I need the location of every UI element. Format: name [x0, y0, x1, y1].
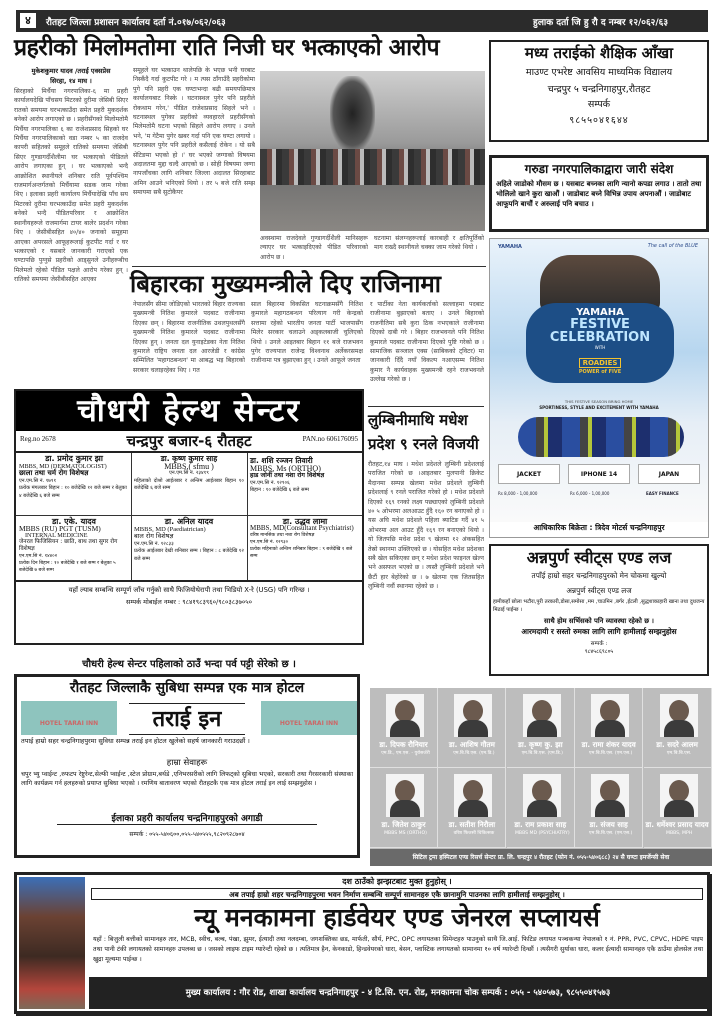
doctor-grid	[16, 451, 362, 582]
doctor-degree: MBBS (RU) PGT (TUSM)	[19, 524, 101, 533]
hospital-doctor-name: डा. कृष्ण कु. झा	[518, 740, 563, 749]
hotel-location: ईलाका प्रहरी कार्यालय चन्द्रनिगाहपुरको अगाडी	[57, 811, 317, 825]
doctor-photo	[454, 774, 492, 817]
doctor-name: डा. शशि रञ्जन तिवारी	[250, 456, 313, 465]
doctor-schedule: प्रत्येक आईतबार देखी शनिबार सम्म । बिहान : ८ बजेदेखि १२ बजे सम्म	[134, 548, 244, 562]
doctor-photo	[454, 694, 492, 737]
school-phone[interactable]: ९८५५०४१६४४	[569, 115, 629, 126]
doctor-schedule: महिलाको दोश्रो आईतबार र अन्तिम आईतबार बिहान १० बजेदेखि ६ बजे सम्म	[134, 477, 244, 491]
doctor-card	[134, 455, 244, 493]
lodge-menu: हामीकहाँ छोला भटौरा,पुरी तरकारी,डोसा,समोसा ,मम ,चाउमिन ,बर्गर ,ईटली ,सुद्धशाकाहारी खाना तथा दुधजन्य मिठाई पाईन्छ ।	[493, 599, 705, 613]
doctor-photo	[660, 774, 698, 817]
registration-left: रौतहट जिल्ला प्रशासन कार्यालय दर्ता नं.०१७/०६२/०६३	[46, 18, 226, 28]
hotel-services-title: हाम्रा सेवाहरू	[166, 758, 208, 768]
school-contact-label: सम्पर्क	[587, 99, 611, 110]
hotel-intro: तपाई हाम्रो सहर चन्द्रनिगाहपुरमा सुविधा सम्पन्न तराई इन होटल खुलेको सहर्ष जानकारी गराउदछौं ।	[21, 737, 250, 745]
story1-byline	[14, 66, 128, 86]
divider	[132, 266, 486, 267]
festive-celebration-badge	[526, 303, 674, 383]
doctor-name: डा. अनिल यादव	[164, 517, 214, 526]
doctor-card	[250, 457, 360, 495]
easy-finance: EASY FINANCE	[646, 491, 679, 496]
hospital-doctor-name: डा. सतीश निरौला	[448, 820, 496, 829]
doctor-photo	[386, 774, 424, 817]
health-mobile[interactable]: सम्पर्क मोबाईल नम्बर : ९८४१९८३९६०/९८०३८३७०५०	[125, 598, 253, 606]
lodge-line-4: आरमदायी र सस्तो रुमका लागि लागि हामीलाई सम्झनुहोस	[521, 627, 677, 636]
hospital-doctor-card	[575, 768, 643, 848]
yamaha-title: YAMAHA	[576, 307, 624, 318]
story3-body: रौतहट,१४ माघ । मधेश प्रदेशले लुम्बिनी प्रदेशलाई पराजित गरेको छ ।आइतबार मुलपानी क्रिकेट मैदानमा सम्पन्न खेलमा मधेश प्रदेशले लुम्बिनी प्रदेशलाई ९ रनले पराजित गरेको हो । मधेश प्रदेशले दिएको १६९ रनको लक्ष्य पछ्याएको लुम्बिनी प्रदेशले ४० ५ ओभरमा अलआउट हुँदै १६० रन बनाएको हो । यस अघि मधेश प्रदेशले पहिला ब्याटिङ गर्दै ४१ ५ ओभरमा अल आउट हुँदै १६९ रन बनाएको थियो । यो जितपछि मधेश प्रदेश ९ खेलमा १२ अंकसहित तेस्रो स्थानमा उक्लिएको छ । योसहित मधेश प्रदेशका सबै खेल सकिएका छन् र मधेश प्रदेश फाइनल खेल्न भने असफल भएको छ । त्यस्तै लुम्बिनी प्रदेशले भने छैटौं हार बेहोरेको छ । ७ खेलमा एक जितसहित लुम्बिनी नवौं स्थानमा रहेको छ ।	[368, 461, 484, 591]
hotel-services: चपुर भ्यु प्वाईन्ट ,रुफटप रेष्टुरेन्ट,सेल्फी प्वाईन्ट ,स्टेज प्रोग्राम,बर्थडे ,एनिभरसरीको लागि लिफट्को सुबिधा भएको, सरकारी तथा गैरसरकारी संस्थाका लागि कार्यक्रम गर्न हलहरुको प्रयाप्त सुबिधा भएको । रमणिय बातावरण भएको रौतहटकै एक मात्र होटल तराई इन लाई सम्झनुहोस ।	[21, 771, 353, 788]
hospital-doctor-card	[507, 768, 575, 848]
crowd-shape	[260, 149, 485, 185]
school-name: माउण्ट एभरेष्ट आवसिय माध्यमिक विद्यालय	[525, 67, 673, 78]
doctor-specialty: हाड जोर्नी तथा नशा रोग विशेषज्ञ	[250, 472, 325, 479]
doctor-degree: MBBS,( sfmu )	[164, 461, 214, 471]
doctor-degree: MBBS, MD (Paediatrician)	[134, 525, 206, 533]
doctor-degree: MBBS, Ms (ORTHO)	[250, 463, 321, 473]
doctor-nmc: एन.एम.सि नं. १२९३०	[250, 540, 289, 545]
hospital-doctor-qualification: एम.बि.बि.एस. (एम.डि.)	[453, 751, 495, 756]
hospital-doctor-card	[507, 688, 575, 768]
garuda-notice-title: गरुडा नगरपालिकाद्वारा जारी संदेश	[524, 162, 674, 176]
hospital-doctor-qualification: एम.बि.बि.एस. (एम.एस.)	[589, 751, 633, 756]
hotel-logo-right: HOTEL TARAI INN	[261, 701, 357, 735]
doctor-name: डा. प्रमोद कुमार झा	[45, 454, 103, 463]
hospital-doctor-qualification: MBBS MD (PSYCHIATRY)	[514, 831, 570, 836]
hotel-logo-left: HOTEL TARAI INN	[21, 701, 117, 735]
hospital-doctor-name: डा. जितेश ठाकुर	[381, 820, 426, 829]
celebration-text: CELEBRATION	[549, 330, 651, 345]
health-services: यहाँ ल्याब सम्बन्धि सम्पूर्ण जाँच गर्नुको साथै फिजियोथेरापी तथा भिडियो X-रे (USG) पनि गरिन्छ ।	[68, 586, 310, 594]
hotel-tagline: रौतहट जिल्लाकै सुबिधा सम्पन्न एक मात्र होटल	[69, 680, 305, 696]
hotel-advertisement[interactable]	[14, 674, 360, 858]
garuda-notice	[489, 155, 709, 232]
hospital-doctor-card	[575, 688, 643, 768]
hospital-doctor-qualification: एम.बि.बि.एस. (एम.डि.)	[521, 751, 563, 756]
doctor-card	[250, 518, 360, 560]
hospital-doctor-card	[370, 768, 438, 848]
hospital-doctor-qualification: वरिष्ठ फिजसी चिकित्सक	[453, 831, 495, 836]
health-center-advertisement[interactable]	[14, 389, 364, 645]
hardware-advertisement[interactable]	[14, 872, 710, 1014]
prize-japan: JAPAN	[638, 464, 700, 484]
yamaha-ad-image	[490, 239, 708, 522]
doctor-photo	[660, 694, 698, 737]
garuda-notice-body: अहिले जाडोको मौसम छ । यसबाट बच्नका लागि न्यानो कपडा लगाउ । तातो तथा भोलिलो खाने कुरा खाऔं । जाडोबाट बच्ने विभिन्न उपाय अपनाऔं । जाडोबाट आफूपनि बाचौं र अरुलाई पनि बचाउ ।	[496, 180, 702, 208]
doctor-name: डा. उद्धव लामा	[282, 517, 328, 526]
doctor-schedule: प्रत्येक महिनाको अन्तिम शनिबार बिहान : ९ बजेदेखि १ बजे सम्म	[250, 547, 353, 559]
hospital-doctor-qualification: एम.डि., एम.एस. - युरोसर्जरी	[381, 751, 430, 756]
hospital-doctor-card	[370, 688, 438, 768]
lodge-contact-label: सम्पर्क :	[590, 641, 608, 647]
doctor-schedule: बिहान : १० बजेदेखि ६ बजे सम्म	[250, 487, 309, 493]
hardware-title: न्यू मनकामना हार्डवेयर एण्ड जेनरल सप्लायर्स	[194, 903, 600, 932]
story1-caption-1: अवस्थामा राजदेवले गुण्डागर्दीशैली मानिसहरू ल्याएर घर भत्काइदिएको पीडित परिवारको आरोप छ ।	[260, 235, 368, 261]
smoke-shape	[330, 76, 375, 151]
doctor-nmc: एन.एम.सि नं. १४४०२	[19, 554, 58, 559]
doctor-degree: MBBS, MD (DERMATOLOGIST)	[19, 462, 107, 470]
hospital-doctor-grid	[370, 688, 712, 848]
yamaha-tagline: The call of the BLUE	[647, 243, 698, 249]
story2-headline[interactable]: बिहारका मुख्यमन्त्रीले दिए राजिनामा	[130, 270, 442, 298]
doctor-photo	[591, 774, 629, 817]
doctor-photo	[591, 694, 629, 737]
lodge-title: अन्नपुर्ण स्वीट्स एण्ड लज	[526, 548, 672, 567]
hardware-line-2: अब तपाई हाम्रो शहर चन्द्रनिगाहपुरमा भवन निर्माण सम्बन्धि सम्पूर्ण सामानहरु एकै छानामुनि पाउनका लागि हामीलाई सम्झनुहोस् ।	[91, 888, 703, 900]
roadies-logo: ROADIES	[579, 358, 622, 368]
doctor-card	[19, 518, 129, 574]
story1-headline[interactable]: प्रहरीको मिलोमतोमा राति निजी घर भत्काएको आरोप	[14, 35, 440, 61]
doctor-nmc: एन.एम.सि नं. १२८३३	[134, 540, 174, 547]
page-header	[16, 10, 708, 32]
doctor-specialty: बाल रोग विशेषज्ञ	[134, 532, 174, 540]
doctor-nmc: एन.एम.सि नं. १७९१	[19, 477, 57, 484]
doctor-name: डा. एके. यादव	[52, 517, 96, 526]
hospital-doctor-name: डा. राम प्रकाश साह	[514, 820, 567, 829]
motorcycle-lineup	[518, 417, 684, 457]
story2-column-3: र पार्टीका नेता कार्यकर्ताको सल्लाहमा पदबाट राजीनामा बुझाएको बताए । उनले बिहारको राजनीतिमा सबै कुरा ठिक नभएकाले राजीनामा दिएको दाबी गरे । बिहार राजभवनले पनि नितिश कुमारले पदबाट राजीनामा दिएको पुष्टि गरेको छ । सामाजिक सञ्जाल एक्स (साबिकको ट्विटर) मा जानकारी दिँदै नयाँ विकल्प नआएसम्म नितिश कुमार नै कार्यवाहक मुख्यमन्त्री रहने राजभवनले उल्लेख गरेको छ ।	[370, 301, 484, 384]
doctor-photo	[523, 694, 561, 737]
doctor-name: डा. कृष्ण कुमार साह	[160, 454, 218, 463]
health-center-address: चन्द्रपुर बजार-६ रौतहट	[126, 432, 252, 450]
doctor-degree-2: INTERNAL MEDICINE	[25, 532, 88, 539]
doctor-specialty: छाला तथा चर्म रोग विशेषज्ञ	[19, 469, 89, 477]
doctor-card	[134, 518, 244, 563]
hospital-doctor-card	[438, 688, 506, 768]
temple-photo	[19, 877, 85, 1009]
hospital-doctor-name: डा. रामा शंकर यादव	[581, 740, 636, 749]
hardware-line-1: दश ठाउँको झन्झटबाट मुक्त हुनुहोस् ।	[342, 877, 452, 886]
hospital-doctor-name: डा. संजय साह	[589, 820, 628, 829]
hospital-doctor-qualification: MBBS MS (ORTHO)	[384, 831, 427, 836]
story2-column-1: नेपालसँग सीमा जोडिएको भारतको बिहार राज्यका मुख्यमन्त्री नितिश कुमारले पदबाट राजीनामा दिएका छन् । बिहारमा राजनीतिक उथलपुथलसँगै मुख्यमन्त्री नितिश कुमारले पदबाट राजीनामा दिएका हुन् । जनता दल युनाइटेडका नेता नितिश कुमारले राष्ट्रिय जनता दल आरजेडी र कांग्रेस सम्मिलित 'महागठबन्धन' मा आबद्ध भइ बिहारको सरकार चलाइरहेका थिए । गत	[133, 301, 245, 374]
doctor-degree: MBBS, MD(Consultant Psychiatrist)	[250, 524, 354, 532]
yamaha-logo: YAMAHA	[498, 244, 522, 250]
hospital-doctor-card	[644, 688, 712, 768]
lodge-line-2: अन्नपुर्ण स्वीट्स एण्ड लज	[566, 586, 632, 595]
hospital-advertisement[interactable]	[370, 688, 712, 866]
doctor-nmc: एन.एम.सि नं. २३४१९	[169, 470, 209, 476]
doctor-card	[19, 455, 129, 500]
hospital-doctor-card	[644, 768, 712, 848]
doctor-schedule: प्रत्येक मंगलबार बिहान : १० बजेदेखि १२ बजे सम्म र बेलुका ४ बजेदेखि ६ बजे सम्म	[19, 485, 127, 499]
lodge-line-3: साथै होम सर्भिसको पनि व्यावस्था रहेको छ ।	[544, 617, 654, 625]
festive-text: FESTIVE	[570, 317, 630, 332]
doctor-specialty: वरिष्ठ मानसिक तथा नशा रोग विशेषज्ञ	[250, 533, 315, 538]
yamaha-dealer: आधिकारिक बिक्रेता : त्रिदेव मोटर्स चन्द्रनिगाहपुर	[533, 523, 665, 532]
prize-iphone: IPHONE 14	[568, 464, 630, 484]
story1-protest-photo	[260, 71, 485, 231]
cash-offer-1: Rs 8,000 - 1,00,000	[498, 491, 538, 496]
yamaha-sub-2: SPORTINESS, STYLE AND EXCITEMENT WITH YAMAHA	[539, 405, 659, 410]
health-center-title: चौधरी हेल्थ सेन्टर	[16, 391, 362, 431]
cash-offer-2: Rs 6,000 - 1,00,000	[570, 491, 610, 496]
school-advertisement[interactable]	[489, 40, 709, 142]
lodge-advertisement[interactable]	[489, 544, 709, 676]
hospital-doctor-name: डा. दिपक रौनियार	[379, 740, 428, 749]
story1-column-1: सिरहाको मिर्चैया नगरपालिका-६ मा प्रहरी कार्यालयदेखि पाँचसय मिटरको दुरीमा जेसिबी सिएर रातको समयमा घरभत्काउँदा समेत प्रहरी मुकदर्शक बनेको आरोप लगाएको छ । प्रहरीसँगको मिलोमतोमै मिर्चैया नगरपालिका ६ का राजेशप्रसाद सिहको घर मिर्चैया नगरपालिकाको वडा नम्बर ५ का राजदेव कापरी सहितको समूहले रातिको समयमा जेसिबी सिएर गुण्डागर्दीशैलीमा घर भत्काएको पीडितले आरोप लगाएका हुन् । घर भत्काएको भन्दै आक्रोशित स्थानीयले शनिबार राति पूर्वपश्चिम राजमार्गअन्तर्गतको मिर्चैयामा सडक जाम गरेका थिए । इलाका प्रहरी कार्यालय मिर्चैयादेखि पाँच सय मिटरको दुरीमा घरभत्काउँदा समेत प्रहरी मुकदर्शक बनेको भन्दै पीडितपरिवार र आक्रोशित स्थानीयहरूले राजमार्गमा टायर बालेर प्रदर्शन गरेका थिए । जेसीबीसहित ४०/४० जनाको समूहमा आएका अपरसले आफूहरूलाई कुटपीट गर्दा र घर भत्काएको र यसबारे जानकारी गराएको एक घण्टापछि पुग्नुसे प्रहरीको आड्सुनले उनीहरूबीच मिलेमतो रहेको पीडित पक्षले आरोप गरेका हुन् । रातिको समयमा जेसीबीसहित आएका	[14, 88, 128, 284]
registration-number: Reg.no 2678	[20, 435, 56, 443]
story1-caption-2: घटनामा संलग्नहरूलाई कारबाही र क्षतिपूर्तिको माग राख्दै स्थानीयले चक्का जाम गरेको थियो ।	[374, 235, 484, 252]
school-address: चन्द्रपुर ५ चन्द्रनिगाहपुर,रौतहट	[547, 84, 651, 95]
doctor-schedule: प्रत्येक दिन बिहान : १० बजेदेखि १ बजे सम्म र बेलुका ५ बजेदेखि ७ बजे सम्म	[19, 561, 116, 573]
yamaha-sub-1: THIS FESTIVE SEASON BRING HOME	[564, 399, 634, 404]
doctor-nmc: एन.एम.सि नं. १२९०६	[250, 479, 290, 486]
hospital-doctor-qualification: MBBS, MPH	[665, 831, 693, 836]
hospital-doctor-name: डा. धर्मेश्वर प्रसाद यादव	[645, 820, 709, 829]
hospital-doctor-qualification: एम.बि.बि.एस.	[666, 751, 692, 756]
doctor-photo	[386, 694, 424, 737]
story2-column-2: साल बिहारमा विकसित घटनाक्रमसँगै नितिश कुमारले महागठबन्धन परित्याग गरी केन्द्रको सत्तामा रहेको भारतीय जनता पार्टी भाजपासँग मिलेर सरकार चलाउने अड्कलबाजी चुलिएको थियो । उनले आइतबार बिहान ११ बजे राजभवन पुगेर राज्यपाल राजेन्द्र विश्वनाथ अर्लेकरसमक्ष राजीनामा पत्र बुझाएका हुन् । उनले आफूले जनता	[251, 301, 363, 365]
story1-column-2: समूहले घर भत्काउन थालेपछि के भएछ भनी घरबाट निस्कँदै गर्दा कुटपीट गरे । म त्यस ठाँगाउँदै प्रहरीकोमा पुगे पनि प्रहरी एक घण्टाभन्दा बढी समयपछिमात्र कार्यालयबाट निस्के । घटनास्थल पुगेर पनि प्रहरीले रोकथाम गरेन,' पीडित राजेशप्रसाद सिहले भने । घटनास्थल पुगेका प्रहरीको व्यवहारले प्रहरीसँगको मिलेमतोमै घटना भएको सिहले आरोप लगाए । उनले भने, 'म गेटैमा पुगेर खबर गर्दा पनि एक घण्टा लगायो । घटनास्थल पुगेर पनि प्रहरीले कसैलाई रोकेन । यो सबै सेटिङमा भएको हो ।' घर भएको जग्गाको विषयमा अदालतमा मुद्दा चल्दै आएको छ । सोही विषयमा जग्गा नापजाँचका लागि शनिबार जिल्ला अदालत सिरहाबाट अमिन आउने भनिएको थियो । तर ५ बजे राति सम्झ समायमा सबै सुटोकैपर	[133, 67, 255, 197]
registration-right: हुलाक दर्ता जि हु रौ द नम्बर १२/०६२/६३	[533, 18, 668, 28]
doctor-photo	[523, 774, 561, 817]
health-moved-notice: चौधरी हेल्थ सेन्टर पहिलाको ठाउँ भन्दा पर्व पट्टी सेरेको छ ।	[82, 659, 296, 670]
hardware-body: यहाँ : बिजुली बत्तीको सामानहरु तार, MCB, स्वीच, बल्ब, पंखा, झुमर, ईत्यादी तथा नलदम्बा, जगशक्तिका छड, मार्फती, सौर्य, PPC, OPC लगायतका सिमेन्टहरु पाउनुको साथै जि.आई. फिटिङ लगायत पञ्चकन्या नेपालको १ नं. PPR, PVC, CPVC, HDPE पाइप तथा पानी टंकी लगायतको सामानहरु उपलब्ध छ । जसको लाइफ टाइम ग्यारेन्टी रहेको छ । त्यतिमात्र हैन, केनकाडो, हिन्डवेयरको धारा, बेसन, प्लास्टिक लगायतको सामानमा १० वर्ष ग्यारेन्टी दिन्छौं । त्यसैगरी सुर्याका धारा, कलर ईत्यादी सामानहरु एकै ठाउँमा होलसेल तथा खुद्रा मूल्यमा पाईन्छ ।	[93, 936, 703, 963]
byline: मुकेशकुमार यादव /तराई एक्सप्रेस	[31, 67, 111, 75]
hotel-contact[interactable]: सम्पर्क : ०५५-५४०६००,०५५-५४०५५५,९८२०९२८७०४	[129, 831, 245, 838]
lodge-line-1: तपाँई हाम्रो सहर चन्द्रनिगाहपुरको मेन चोकमा खुल्यो	[531, 571, 667, 580]
power-of-five: POWER of FIVE	[578, 369, 622, 375]
hospital-doctor-name: डा. सदरे आलम	[656, 740, 698, 749]
divider	[368, 406, 484, 407]
dateline: सिरहा, १४ माघ ।	[50, 77, 92, 85]
hospital-doctor-name: डा. आशिष गौतम	[448, 740, 495, 749]
doctor-specialty: जेनरल फिजिसियन : छाति, बाथ तथा सुगर रोग विशेषज्ञ	[19, 539, 118, 552]
hardware-footer[interactable]: मुख्य कार्यालय : गौर रोड, शाखा कार्यालय चन्द्रनिगाहपुर - ४ टि.सि. एन. रोड, मनकामना चोक सम्पर्क : ०५५ - ५४०५७३, ९८५५०४१५७३	[89, 977, 707, 1009]
hotel-name: तराई इन	[129, 703, 245, 735]
hospital-doctor-card	[438, 768, 506, 848]
hospital-footer: सिटिल ट्रमा हस्पिटल एण्ड रिसर्च सेन्टर प्रा. लि. चन्द्रपुर ४ रौतहट (फोन नं. ०५५-५४०६८८) २४ सै घण्टा इमर्जेन्सी सेवा	[370, 849, 712, 866]
with-text: WITH	[594, 345, 606, 350]
prize-jacket: JACKET	[498, 464, 560, 484]
yamaha-advertisement[interactable]	[489, 238, 709, 538]
story3-headline[interactable]: लुम्बिनीमाथि मधेश प्रदेश ९ रनले विजयी	[368, 411, 479, 453]
lodge-phone[interactable]: ९८४५८६९८०५	[584, 649, 614, 655]
pan-number: PAN.no 606176095	[302, 435, 358, 443]
hospital-doctor-qualification: एम.बि.बि.एस. (एम.एस.)	[589, 831, 633, 836]
school-ad-title: मध्य तराईको शैक्षिक आँखा	[524, 44, 674, 62]
page-number: ४	[20, 13, 36, 28]
